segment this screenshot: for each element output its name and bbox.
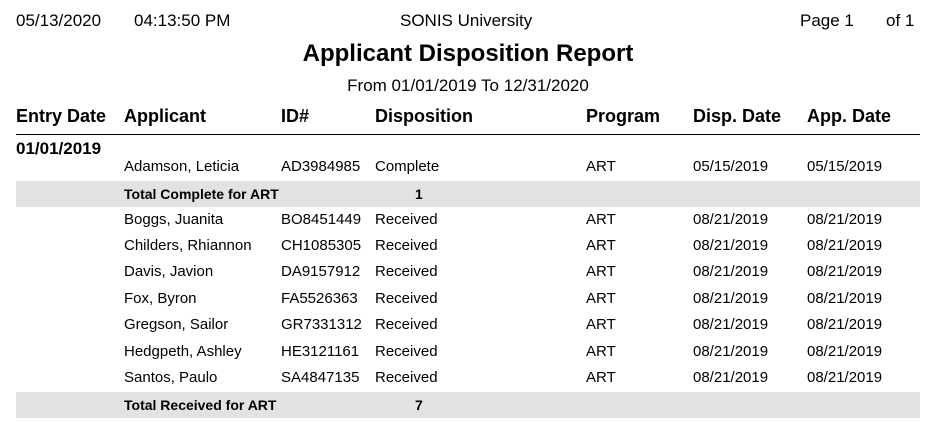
app-date: 08/21/2019 <box>807 316 883 333</box>
app-date: 05/15/2019 <box>807 158 883 175</box>
total-row-received <box>16 392 920 418</box>
program: ART <box>586 263 616 280</box>
app-date: 08/21/2019 <box>807 263 883 280</box>
report-time: 04:13:50 PM <box>134 11 231 30</box>
program: ART <box>586 237 616 254</box>
program: ART <box>586 290 616 307</box>
applicant-name: Santos, Paulo <box>124 369 218 386</box>
column-header-id: ID# <box>281 106 310 126</box>
program: ART <box>586 369 616 386</box>
app-date: 08/21/2019 <box>807 369 883 386</box>
applicant-name: Childers, Rhiannon <box>124 237 252 254</box>
disposition: Received <box>375 290 438 307</box>
total-label: Total Received for ART <box>124 397 277 413</box>
table-row <box>16 258 920 284</box>
applicant-name: Adamson, Leticia <box>124 158 240 175</box>
disposition: Received <box>375 316 438 333</box>
column-header-applicant: Applicant <box>124 106 207 126</box>
disposition: Received <box>375 263 438 280</box>
report-title: Applicant Disposition Report <box>302 40 634 67</box>
disp-date: 08/21/2019 <box>693 211 769 228</box>
column-header-disp-date: Disp. Date <box>693 106 782 126</box>
total-label: Total Complete for ART <box>124 186 279 202</box>
applicant-id: BO8451449 <box>281 211 362 228</box>
applicant-id: CH1085305 <box>281 237 362 254</box>
table-row <box>16 153 920 179</box>
table-row <box>16 338 920 364</box>
page-count: of 1 <box>886 11 915 30</box>
column-header-app-date: App. Date <box>807 106 892 126</box>
report-date-range: From 01/01/2019 To 12/31/2020 <box>347 76 589 95</box>
total-count: 7 <box>415 397 423 413</box>
disposition: Received <box>375 211 438 228</box>
disposition: Received <box>375 237 438 254</box>
applicant-name: Fox, Byron <box>124 290 197 307</box>
disp-date: 08/21/2019 <box>693 369 769 386</box>
app-date: 08/21/2019 <box>807 343 883 360</box>
disposition: Received <box>375 343 438 360</box>
app-date: 08/21/2019 <box>807 290 883 307</box>
disposition: Complete <box>375 158 440 175</box>
total-row-complete <box>16 181 920 207</box>
table-row <box>16 285 920 311</box>
program: ART <box>586 343 616 360</box>
disposition: Received <box>375 369 438 386</box>
applicant-id: AD3984985 <box>281 158 361 175</box>
header-divider <box>16 134 920 135</box>
app-date: 08/21/2019 <box>807 237 883 254</box>
disp-date: 08/21/2019 <box>693 316 769 333</box>
column-header-entry-date: Entry Date <box>16 106 107 126</box>
applicant-id: HE3121161 <box>281 343 360 360</box>
total-count: 1 <box>415 186 423 202</box>
column-header-program: Program <box>586 106 661 126</box>
institution-name: SONIS University <box>400 11 533 30</box>
report-date: 05/13/2020 <box>16 11 102 30</box>
applicant-name: Hedgpeth, Ashley <box>124 343 242 360</box>
disp-date: 08/21/2019 <box>693 237 769 254</box>
applicant-id: FA5526363 <box>281 290 358 307</box>
applicant-name: Gregson, Sailor <box>124 316 229 333</box>
applicant-name: Boggs, Juanita <box>124 211 224 228</box>
applicant-name: Davis, Javion <box>124 263 214 280</box>
disp-date: 08/21/2019 <box>693 263 769 280</box>
app-date: 08/21/2019 <box>807 211 883 228</box>
page-number: Page 1 <box>800 11 854 30</box>
disp-date: 08/21/2019 <box>693 290 769 307</box>
disp-date: 05/15/2019 <box>693 158 769 175</box>
program: ART <box>586 158 616 175</box>
table-row <box>16 232 920 258</box>
entry-date-group: 01/01/2019 <box>16 139 102 158</box>
column-header-disposition: Disposition <box>375 106 473 126</box>
applicant-id: DA9157912 <box>281 263 361 280</box>
applicant-id: GR7331312 <box>281 316 362 333</box>
disp-date: 08/21/2019 <box>693 343 769 360</box>
table-row <box>16 311 920 337</box>
applicant-id: SA4847135 <box>281 369 360 386</box>
program: ART <box>586 316 616 333</box>
program: ART <box>586 211 616 228</box>
table-row <box>16 364 920 390</box>
table-row <box>16 206 920 232</box>
